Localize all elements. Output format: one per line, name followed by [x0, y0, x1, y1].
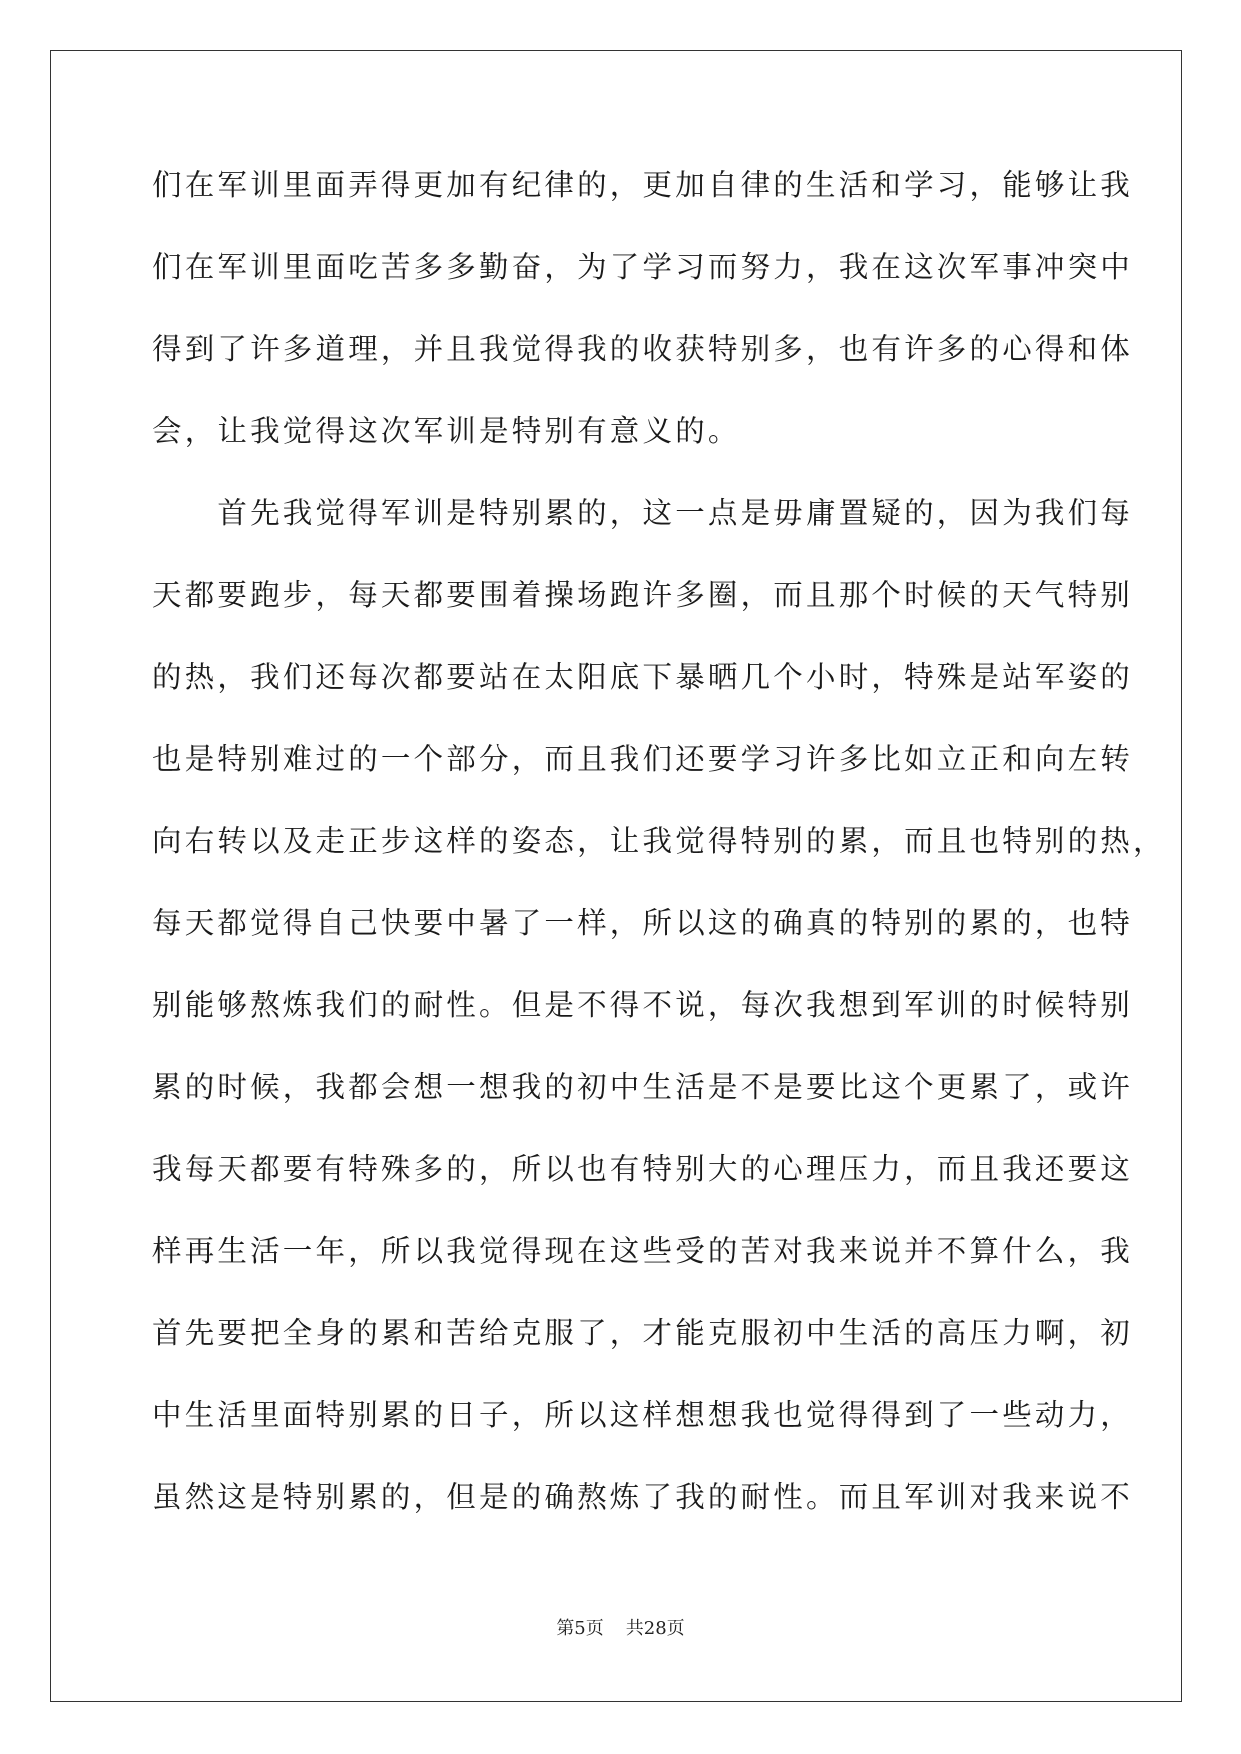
text-line-13: 我每天都要有特殊多的，所以也有特别大的心理压力，而且我还要这: [152, 1152, 1134, 1186]
text-line-16: 中生活里面特别累的日子，所以这样想想我也觉得得到了一些动力，: [152, 1398, 1134, 1432]
text-line-4: 会，让我觉得这次军训是特别有意义的。: [152, 414, 741, 448]
text-line-9: 向右转以及走正步这样的姿态，让我觉得特别的累，而且也特别的热，: [152, 824, 1166, 858]
text-line-3: 得到了许多道理，并且我觉得我的收获特别多，也有许多的心得和体: [152, 332, 1134, 366]
text-line-10: 每天都觉得自己快要中暑了一样，所以这的确真的特别的累的，也特: [152, 906, 1134, 940]
page-number: 第5页: [556, 1618, 604, 1639]
page-total: 共28页: [625, 1618, 685, 1639]
text-line-8: 也是特别难过的一个部分，而且我们还要学习许多比如立正和向左转: [152, 742, 1134, 776]
text-line-6: 天都要跑步，每天都要围着操场跑许多圈，而且那个时候的天气特别: [152, 578, 1134, 612]
text-line-2: 们在军训里面吃苦多多勤奋，为了学习而努力，我在这次军事冲突中: [152, 250, 1134, 284]
text-line-15: 首先要把全身的累和苦给克服了，才能克服初中生活的高压力啊，初: [152, 1316, 1134, 1350]
text-line-11: 别能够熬炼我们的耐性。但是不得不说，每次我想到军训的时候特别: [152, 988, 1134, 1022]
page-footer: [0, 1614, 1241, 1640]
document-body: [152, 158, 1166, 1552]
text-line-5: 首先我觉得军训是特别累的，这一点是毋庸置疑的，因为我们每: [152, 496, 1134, 530]
text-line-17: 虽然这是特别累的，但是的确熬炼了我的耐性。而且军训对我来说不: [152, 1480, 1134, 1514]
text-line-7: 的热，我们还每次都要站在太阳底下暴晒几个小时，特殊是站军姿的: [152, 660, 1134, 694]
text-line-12: 累的时候，我都会想一想我的初中生活是不是要比这个更累了，或许: [152, 1070, 1134, 1104]
text-line-1: 们在军训里面弄得更加有纪律的，更加自律的生活和学习，能够让我: [152, 168, 1134, 202]
text-line-14: 样再生活一年，所以我觉得现在这些受的苦对我来说并不算什么，我: [152, 1234, 1134, 1268]
